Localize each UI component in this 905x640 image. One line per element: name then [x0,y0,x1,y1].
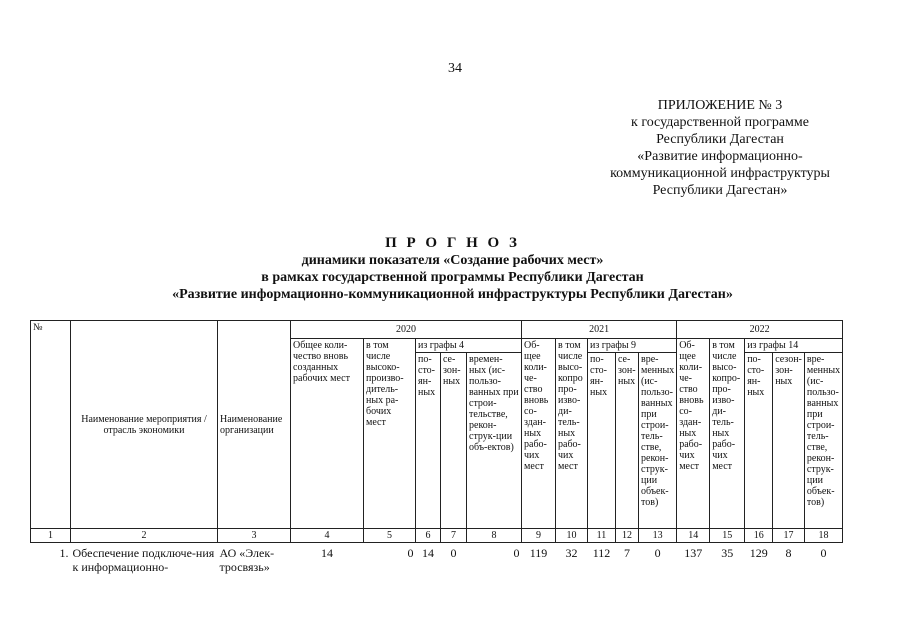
h2020-temp: времен-ных (ис-пользо-ванных при строи-тельстве, рекон-струк-ции объ-ектов) [467,353,522,529]
row-value: 14 [422,546,434,560]
appendix-line: ПРИЛОЖЕНИЕ № 3 [657,98,783,113]
year-2022-header: 2022 [677,321,843,339]
appendix-header [560,97,880,199]
appendix-line: Республики Дагестан [656,132,784,147]
row-value: 0 [654,546,661,560]
row-value: 0 [450,546,457,560]
h2022-total: Об-щее коли-че-ство вновь со-здан-ных рабо-чих мест [677,339,710,529]
h2020-of-col: из графы 4 [416,339,522,353]
col-number: 3 [218,529,291,543]
row-value: 129 [749,546,768,560]
title-line: динамики показателя «Создание рабочих мест» [301,253,604,268]
h2021-seas: се-зон-ных [616,353,639,529]
col-number: 17 [773,529,805,543]
col-number: 18 [804,529,842,543]
col-number: 5 [364,529,416,543]
year-2020-header: 2020 [291,321,522,339]
row-value: 0 [407,546,414,560]
document-title [100,235,805,303]
row-value: 32 [565,546,578,560]
page-number: 34 [448,61,462,76]
row-value: 137 [684,546,703,560]
col-number: 1 [31,529,71,543]
h2020-total: Общее коли-чество вновь созданных рабочих мест [291,339,364,529]
title-line: в рамках государственной программы Республики Дагестан [261,270,644,285]
col-header-no: № [31,321,71,529]
col-number: 14 [677,529,710,543]
appendix-line: Республики Дагестан» [652,183,788,198]
col-number: 8 [467,529,522,543]
col-number: 10 [556,529,588,543]
year-2021-header: 2021 [522,321,677,339]
col-number: 7 [441,529,467,543]
h2022-high: в том числе высо-копро-про-изво-ди-тель-ных рабо-чих мест [710,339,745,529]
row-value: 8 [785,546,792,560]
title-line: «Развитие информационно-коммуникационной инфраструктуры Республики Дагестан» [172,287,733,302]
row-value: 7 [624,546,630,560]
h2021-temp: вре-менных (ис-пользо-ванных при строи-тель-стве, рекон-струк-ции объек-тов) [639,353,677,529]
h2022-temp: вре-менных (ис-пользо-ванных при строи-тель-стве, рекон-струк-ции объек-тов) [804,353,842,529]
col-number: 2 [71,529,218,543]
h2022-of-col: из графы 14 [745,339,843,353]
row-no: 1. [59,546,69,560]
forecast-table [30,320,843,577]
col-number: 9 [522,529,556,543]
h2022-perm: по-сто-ян-ных [745,353,773,529]
h2022-seas: сезон-зон-ных [773,353,805,529]
col-number: 13 [639,529,677,543]
row-value: 0 [513,546,520,560]
row-value: 119 [529,546,548,560]
row-value: 112 [592,546,611,560]
h2021-perm: по-сто-ян-ных [588,353,616,529]
col-number: 15 [710,529,745,543]
appendix-line: «Развитие информационно- [637,149,803,164]
h2021-high: в том числе высо-копро про-изво-ди-тель-ных рабо-чих мест [556,339,588,529]
h2021-of-col: из графы 9 [588,339,677,353]
h2020-perm: по-сто-ян-ных [416,353,441,529]
appendix-line: к государственной программе [631,115,809,130]
row-org: АО «Элек-тросвязь» [219,546,275,574]
h2020-seas: се-зон-ных [441,353,467,529]
col-number: 4 [291,529,364,543]
h2020-high: в том числе высоко-произво-дитель-ных ра-бочих мест [364,339,416,529]
col-number: 6 [416,529,441,543]
col-number: 11 [588,529,616,543]
row-value: 0 [820,546,827,560]
row-value: 35 [721,546,734,560]
col-number: 12 [616,529,639,543]
appendix-line: коммуникационной инфраструктуры [610,166,830,181]
row-name: Обеспечение подключе-ния к информационно- [72,546,215,574]
col-header-org: Наименование организации [218,321,291,529]
col-header-name: Наименование мероприятия /отрасль экономики [71,321,218,529]
h2021-total: Об-щее коли-че-ство вновь со-здан-ных рабо-чих мест [522,339,556,529]
col-number: 16 [745,529,773,543]
row-value: 14 [321,546,333,560]
table-row [31,543,843,578]
title-line: П Р О Г Н О З [385,235,520,251]
